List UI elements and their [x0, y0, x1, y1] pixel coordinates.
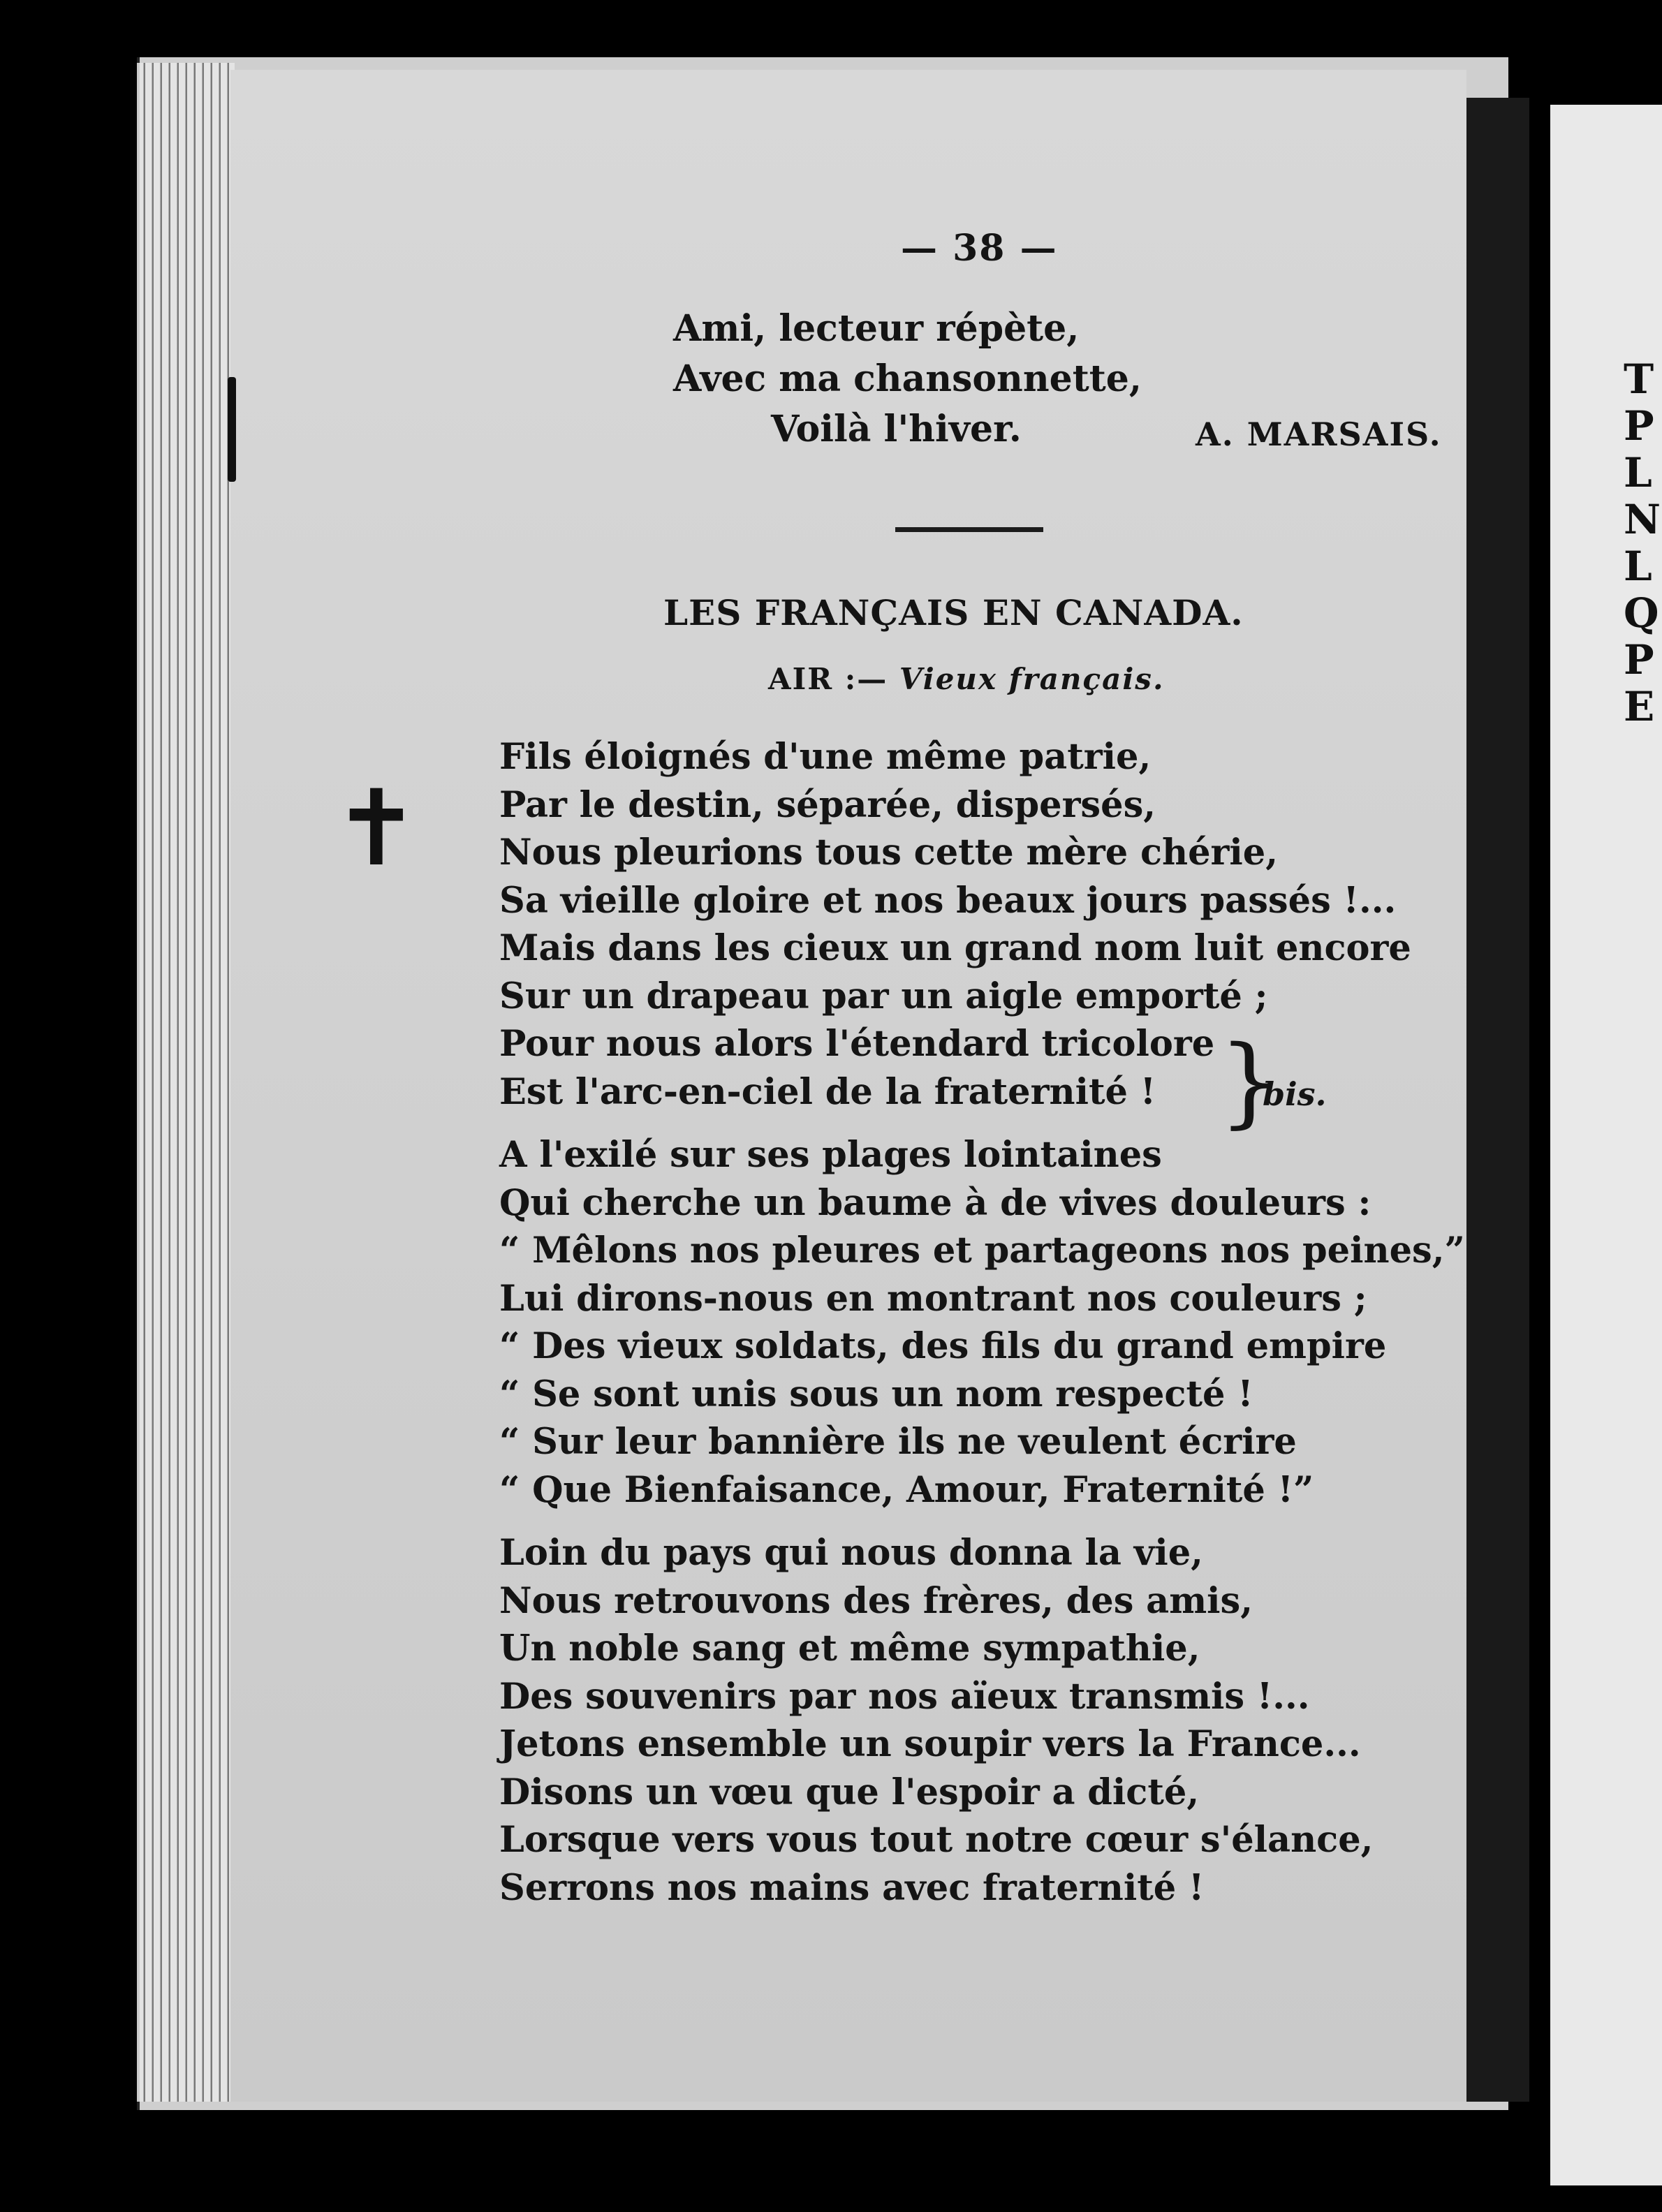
verse-line: Par le destin, séparée, dispersés, [499, 783, 1156, 826]
facing-letter: P [1624, 402, 1654, 450]
facing-letter: E [1624, 683, 1655, 730]
verse-line: “ Sur leur bannière ils ne veulent écrire [499, 1421, 1297, 1463]
song-air [768, 662, 1165, 696]
verse-line: Loin du pays qui nous donna la vie, [499, 1532, 1203, 1574]
verse-line: Pour nous alors l'étendard tricolore [499, 1023, 1215, 1065]
verse-line: “ Des vieux soldats, des fils du grand empire [499, 1325, 1387, 1367]
verse-line: Est l'arc-en-ciel de la fraternité ! [499, 1070, 1156, 1113]
facing-letter: T [1624, 355, 1654, 403]
stanza-line: Ami, lecteur répète, [673, 307, 1080, 350]
verse-line: Serrons nos mains avec fraternité ! [499, 1866, 1205, 1909]
page-number: — 38 — [901, 227, 1058, 270]
verse-line: Un noble sang et même sympathie, [499, 1628, 1200, 1669]
verse-line: Jetons ensemble un soupir vers la France... [499, 1723, 1361, 1765]
verse-line: Nous retrouvons des frères, des amis, [499, 1579, 1253, 1622]
verse-line: “ Mêlons nos pleures et partageons nos peines,” [499, 1230, 1465, 1271]
verse-3 [499, 1529, 1435, 1912]
facing-letter: L [1624, 449, 1652, 496]
verse-line: Sa vieille gloire et nos beaux jours passés !... [499, 879, 1397, 922]
song-title: LES FRANÇAIS EN CANADA. [663, 592, 1244, 633]
facing-letter: Q [1624, 589, 1659, 637]
previous-song-ending [673, 304, 1142, 455]
verse-line: “ Se sont unis sous un nom respecté ! [499, 1373, 1253, 1415]
facing-letter: L [1624, 543, 1652, 590]
facing-letter: N [1624, 496, 1661, 543]
verse-1 [499, 733, 1435, 1116]
verse-2 [499, 1131, 1465, 1514]
verse-line: Lorsque vers vous tout notre cœur s'élance, [499, 1819, 1374, 1861]
verse-line: Qui cherche un baume à de vives douleurs : [499, 1181, 1371, 1224]
verse-line: Lui dirons-nous en montrant nos couleurs ; [499, 1277, 1367, 1320]
verse-line: Mais dans les cieux un grand nom luit encore [499, 927, 1411, 969]
handwritten-cross-mark: ✝ [332, 768, 420, 890]
air-tune: Vieux français. [899, 662, 1165, 696]
verse-line: A l'exilé sur ses plages lointaines [499, 1134, 1162, 1176]
refrain-marker: bis. [1263, 1075, 1327, 1113]
verse-line: Sur un drapeau par un aigle emporté ; [499, 975, 1268, 1017]
verse-line: Nous pleurions tous cette mère chérie, [499, 832, 1279, 873]
song-verses [499, 733, 1465, 1927]
facing-letter: P [1624, 636, 1654, 684]
stanza-line: Avec ma chansonnette, [673, 357, 1142, 400]
verse-line: “ Que Bienfaisance, Amour, Fraternité !” [499, 1468, 1314, 1511]
air-prefix: AIR :— [768, 662, 888, 696]
verse-line: Fils éloignés d'une même patrie, [499, 736, 1152, 778]
stanza-line: Voilà l'hiver. [771, 408, 1022, 450]
verse-line: Des souvenirs par nos aïeux transmis !... [499, 1675, 1310, 1718]
section-divider [895, 527, 1043, 532]
margin-mark [228, 377, 236, 482]
verse-line: Disons un vœu que l'espoir a dicté, [499, 1771, 1200, 1813]
refrain-brace: } [1219, 1025, 1281, 1139]
author-signature: A. MARSAIS. [1196, 415, 1442, 453]
